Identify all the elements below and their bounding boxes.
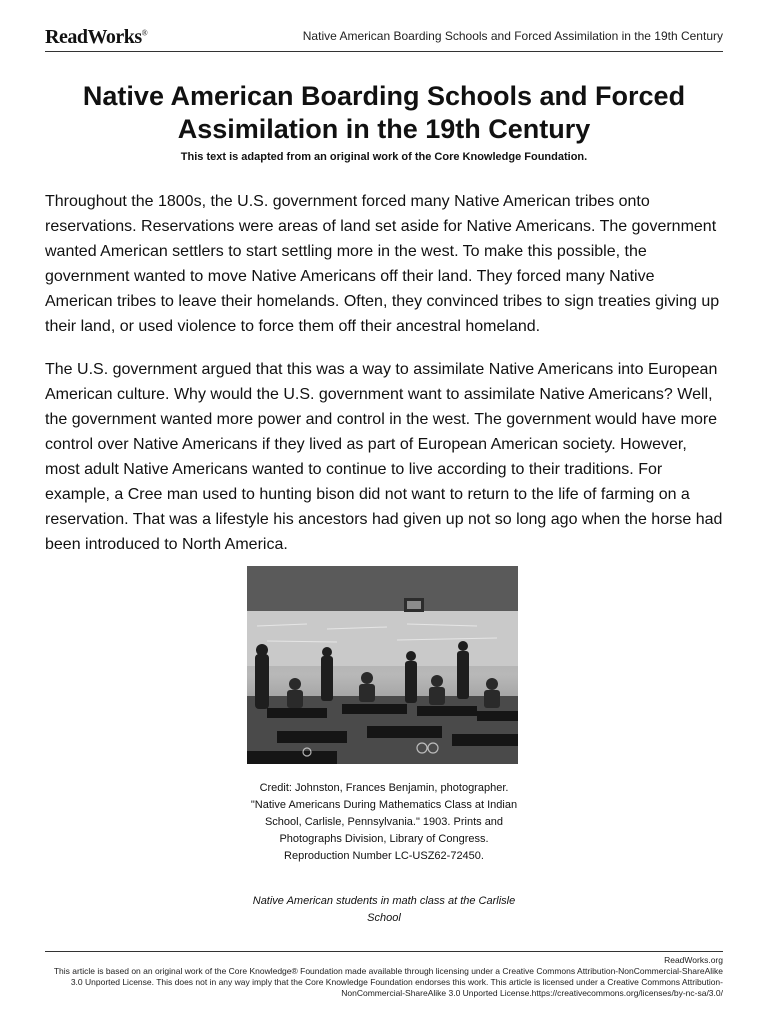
paragraph-1: Throughout the 1800s, the U.S. government forced many Native American tribes onto reservations. Reservations were areas of land set aside for Native Americans. The government wanted American settlers to start settling more in the west. To make this possible, the government wanted to move Native Americans off their land. They forced many Native American tribes to leave their homelands. Often, they convinced tribes to sign treaties giving up their land, or used violence to force them off their ancestral homeland. <box>45 193 720 335</box>
article-title-line-1: Native American Boarding Schools and Forced <box>82 81 686 111</box>
footer-license: This article is based on an original work of the Core Knowledge® Foundation made available through licensing under a Creative Commons Attribution-NonCommercial-ShareAlike 3.0 Unported License. This does not in any way imply that the Core Knowledge Foundation endorses this work. This article is licensed under a Creative Commons Attribution-NonCommercial-ShareAlike 3.0 Unported License.https://creativecommons.org/licenses/by-nc-sa/3.0/ <box>53 966 723 998</box>
logo-text: ReadWorks <box>45 26 142 48</box>
page-footer <box>40 955 723 999</box>
header-article-title: Native American Boarding Schools and Forced Assimilation in the 19th Century <box>302 29 723 43</box>
photo-caption: Native American students in math class at the Carlisle School <box>252 895 516 924</box>
logo-registered-mark: ® <box>141 28 148 38</box>
page-header <box>45 24 723 52</box>
header-divider <box>45 51 723 52</box>
article-title-line-2: Assimilation in the 19th Century <box>177 114 591 144</box>
footer-divider <box>45 951 723 952</box>
article-subtitle: This text is adapted from an original work of the Core Knowledge Foundation. <box>180 151 588 163</box>
article-title <box>30 80 738 146</box>
readworks-logo <box>45 26 147 49</box>
paragraph-2: The U.S. government argued that this was a way to assimilate Native Americans into European American culture. Why would the U.S. government want to assimilate Native Americans? Well, the government wanted more power and control in the west. The government would have more control over Native Americans if they lived as part of European American society. However, most adult Native Americans wanted to continue to live according to their traditions. For example, a Cree man used to hunting bison did not want to return to the life of farming on a reservation. That was a lifestyle his ancestors had given up not so long ago when the horse had been introduced to North America. <box>45 361 723 553</box>
classroom-photo <box>247 566 518 764</box>
photo-credit: Credit: Johnston, Frances Benjamin, photographer. "Native Americans During Mathematics Class at Indian School, Carlisle, Pennsylvania." 1903. Prints and Photographs Division, Library of Congress. Reproduction Number LC-USZ62-72450. <box>250 782 518 862</box>
footer-site: ReadWorks.org <box>664 955 723 965</box>
